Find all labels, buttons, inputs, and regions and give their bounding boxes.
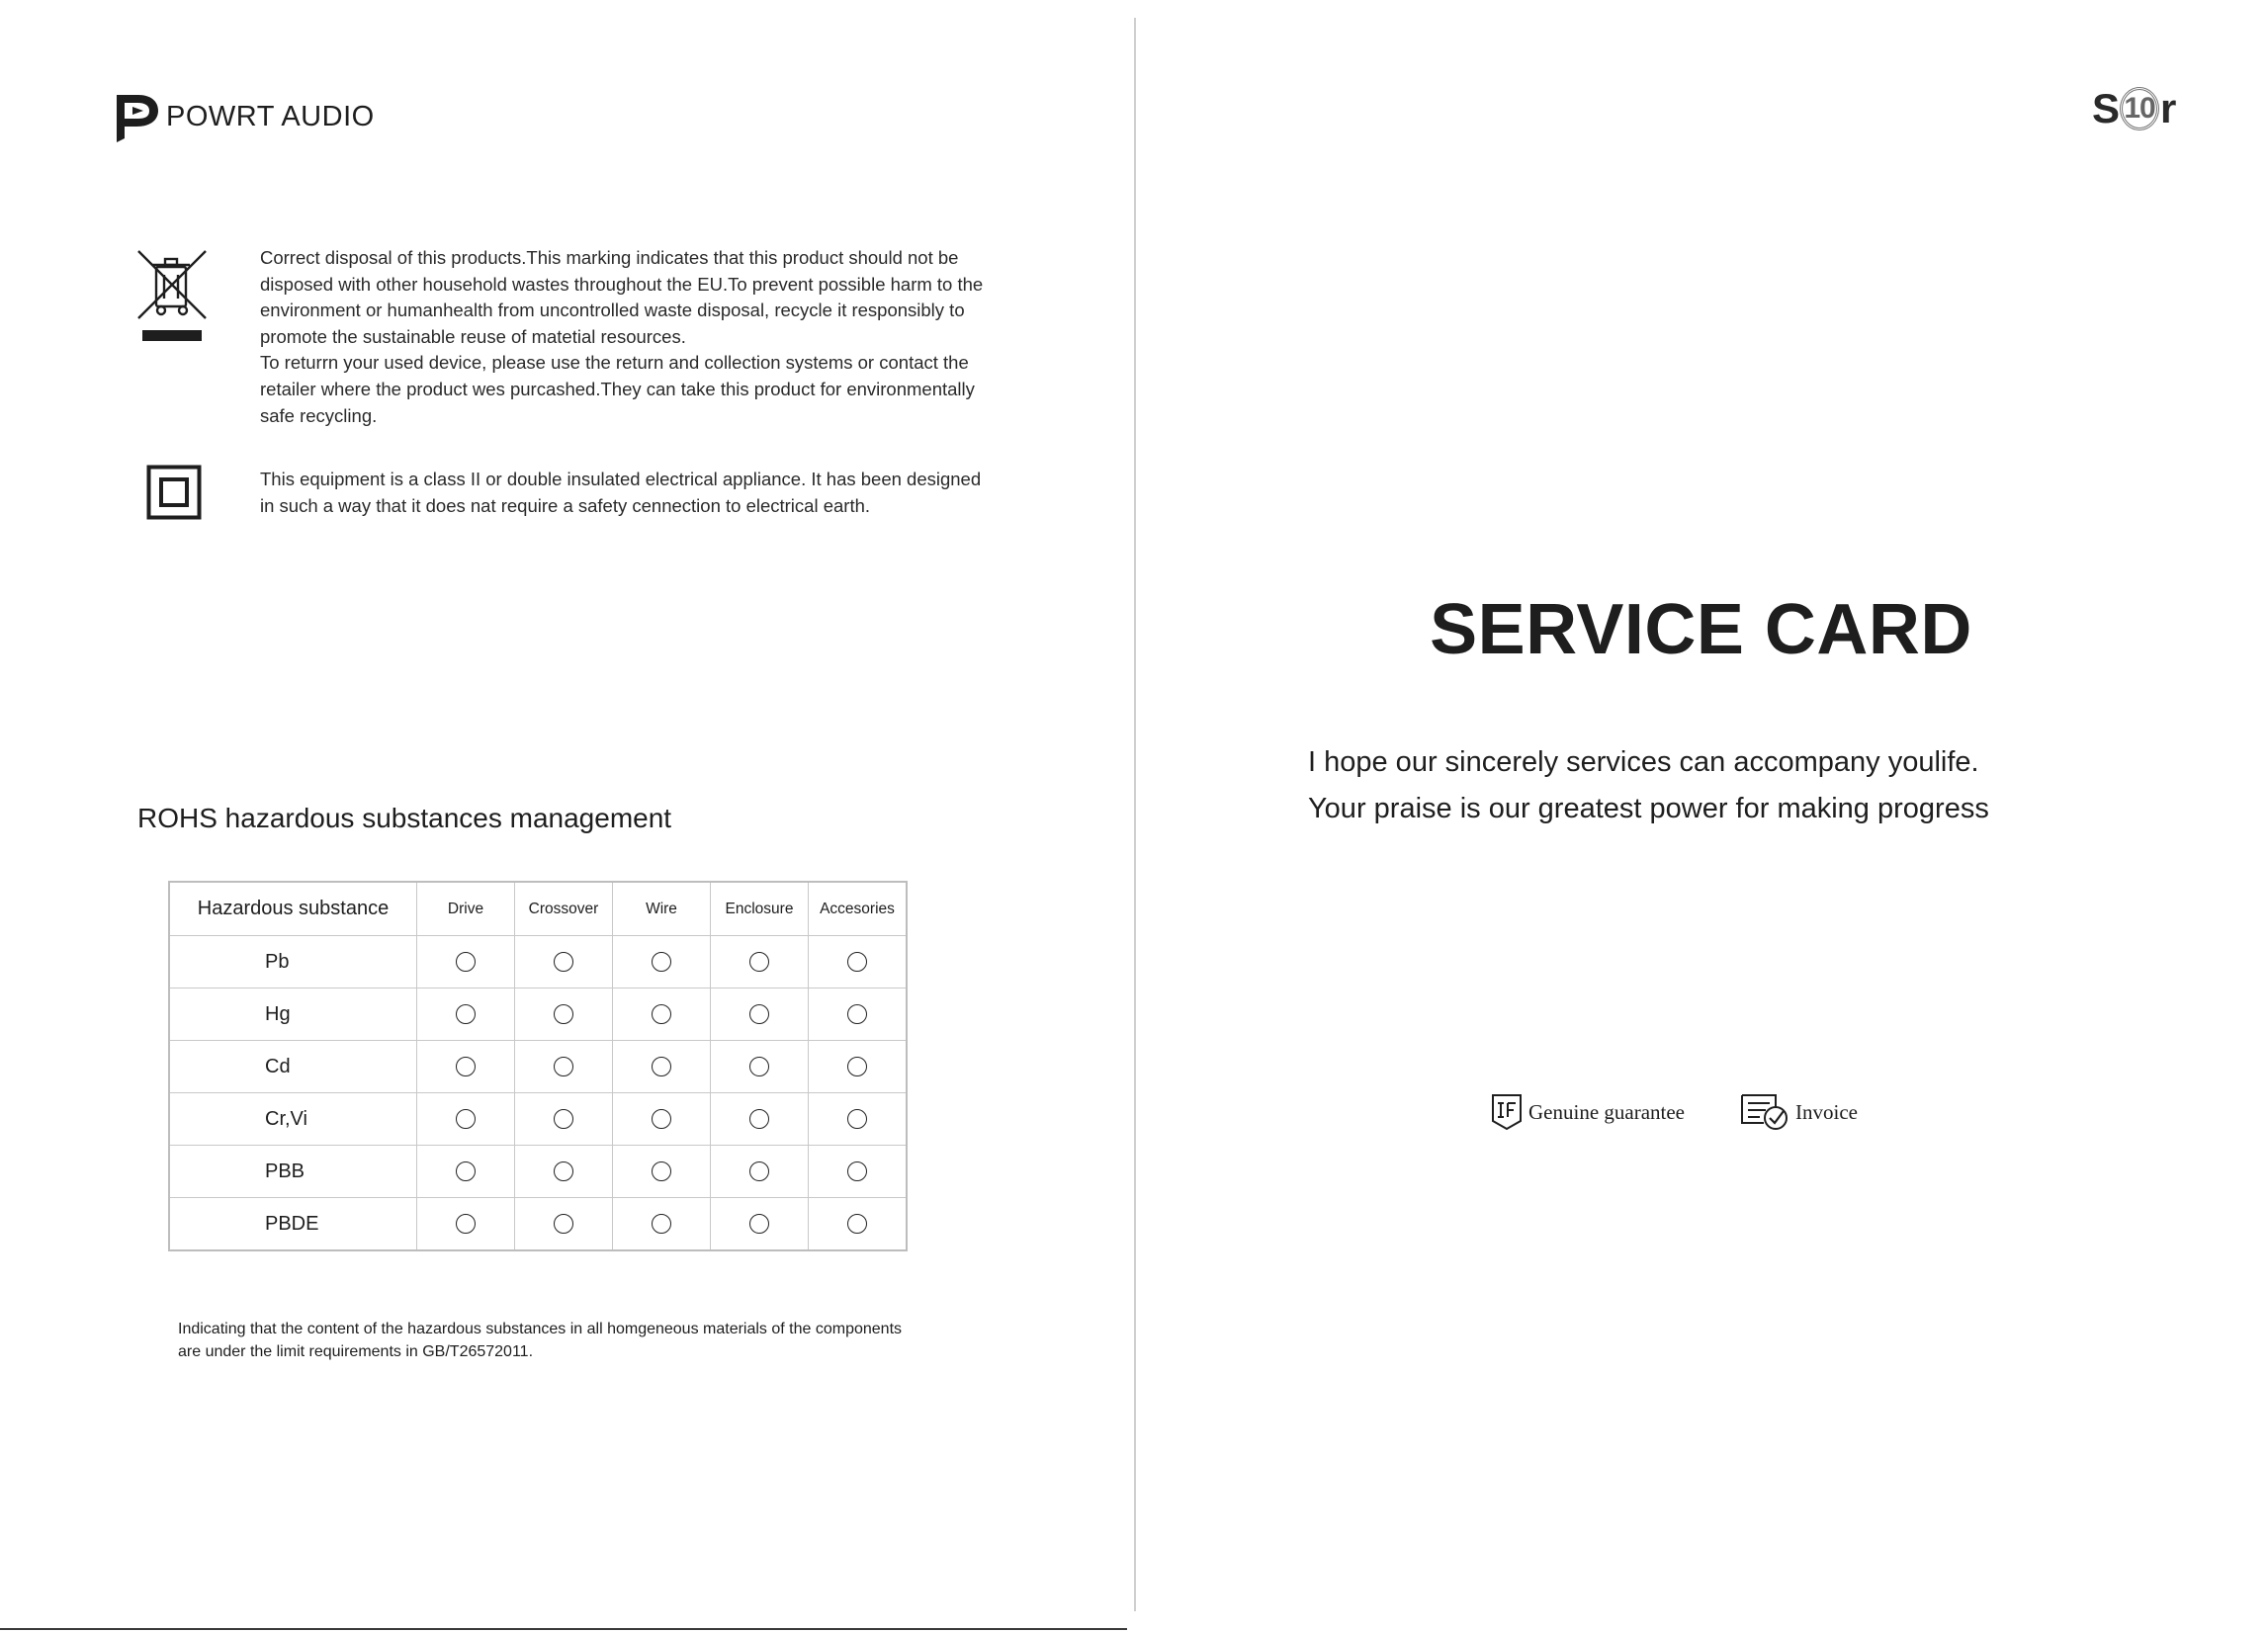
notice-line: retailer where the product wes purcashed.They can take this product for environmentally: [260, 378, 975, 399]
compliant-circle-icon: [652, 1057, 671, 1076]
compliant-circle-icon: [652, 952, 671, 972]
table-row: [169, 1041, 907, 1093]
compliance-cell: [711, 988, 809, 1041]
notice-line: Correct disposal of this products.This marking indicates that this product should not be: [260, 247, 959, 268]
notice-line: safe recycling.: [260, 404, 378, 426]
compliant-circle-icon: [554, 1109, 573, 1129]
compliance-cell: [417, 1093, 515, 1146]
compliant-circle-icon: [749, 1214, 769, 1234]
note-line: Indicating that the content of the hazardous substances in all homgeneous materials of the components: [178, 1321, 903, 1337]
model-logo-ring: 10: [2120, 87, 2159, 130]
notice-line: promote the sustainable reuse of matetial resources.: [260, 325, 686, 347]
rohs-table: [168, 881, 908, 1251]
compliance-cell: [809, 1041, 908, 1093]
compliance-cell: [711, 1093, 809, 1146]
compliant-circle-icon: [749, 1057, 769, 1076]
compliant-circle-icon: [554, 952, 573, 972]
compliant-circle-icon: [652, 1161, 671, 1181]
column-header: Enclosure: [711, 882, 809, 936]
compliant-circle-icon: [456, 952, 476, 972]
column-header: Drive: [417, 882, 515, 936]
service-card-title: SERVICE CARD: [1430, 590, 1972, 669]
compliance-cell: [809, 988, 908, 1041]
substance-name: Cr,Vi: [169, 1093, 417, 1146]
powrt-p-logo-icon: [113, 93, 162, 144]
compliant-circle-icon: [456, 1109, 476, 1129]
compliant-circle-icon: [847, 952, 867, 972]
compliance-cell: [711, 1146, 809, 1198]
compliance-cell: [711, 1198, 809, 1251]
compliant-circle-icon: [847, 1161, 867, 1181]
compliance-cell: [613, 1146, 711, 1198]
subtitle-line: Your praise is our greatest power for making progress: [1308, 793, 1989, 824]
compliance-cell: [515, 1198, 613, 1251]
compliance-cell: [417, 936, 515, 988]
compliant-circle-icon: [456, 1004, 476, 1024]
column-header: Accesories: [809, 882, 908, 936]
compliant-circle-icon: [652, 1109, 671, 1129]
compliant-circle-icon: [456, 1057, 476, 1076]
invoice-check-icon: [1740, 1093, 1789, 1131]
page-divider: [1134, 18, 1136, 1611]
note-line: are under the limit requirements in GB/T26572011.: [178, 1342, 534, 1360]
table-row: [169, 1093, 907, 1146]
compliant-circle-icon: [456, 1161, 476, 1181]
compliance-cell: [613, 1041, 711, 1093]
compliance-cell: [711, 936, 809, 988]
compliance-cell: [809, 1093, 908, 1146]
notice-line: in such a way that it does nat require a safety cennection to electrical earth.: [260, 494, 871, 516]
column-header: Crossover: [515, 882, 613, 936]
compliance-cell: [809, 936, 908, 988]
compliant-circle-icon: [554, 1057, 573, 1076]
compliant-circle-icon: [456, 1214, 476, 1234]
model-logo-suffix: r: [2160, 85, 2176, 131]
compliance-cell: [515, 936, 613, 988]
compliant-circle-icon: [652, 1004, 671, 1024]
table-header-row: [169, 882, 907, 936]
table-row: [169, 936, 907, 988]
compliant-circle-icon: [554, 1004, 573, 1024]
compliance-cell: [417, 1146, 515, 1198]
substance-name: Cd: [169, 1041, 417, 1093]
column-header: Wire: [613, 882, 711, 936]
compliance-cell: [809, 1198, 908, 1251]
double-square-class-ii-icon: [146, 465, 202, 520]
compliance-cell: [809, 1146, 908, 1198]
notice-line: This equipment is a class II or double insulated electrical appliance. It has been designed: [260, 469, 982, 489]
compliance-cell: [417, 988, 515, 1041]
column-header: Hazardous substance: [169, 882, 417, 936]
compliance-cell: [613, 988, 711, 1041]
model-logo: [2092, 85, 2175, 132]
compliant-circle-icon: [749, 1004, 769, 1024]
compliance-cell: [515, 988, 613, 1041]
compliant-circle-icon: [847, 1004, 867, 1024]
badge-label: Invoice: [1795, 1099, 1858, 1124]
notice-line: environment or humanhealth from uncontrolled waste disposal, recycle it responsibly to: [260, 300, 965, 321]
compliant-circle-icon: [749, 952, 769, 972]
model-logo-prefix: S: [2092, 85, 2120, 131]
substance-name: PBB: [169, 1146, 417, 1198]
page-bottom-edge: [0, 1628, 1127, 1630]
compliant-circle-icon: [847, 1109, 867, 1129]
substance-name: Hg: [169, 988, 417, 1041]
table-row: [169, 1198, 907, 1251]
invoice-badge: [1740, 1092, 1858, 1132]
table-row: [169, 1146, 907, 1198]
compliance-cell: [417, 1041, 515, 1093]
compliant-circle-icon: [554, 1214, 573, 1234]
subtitle-line: I hope our sincerely services can accompany youlife.: [1308, 746, 1979, 778]
shield-certificate-icon: [1491, 1093, 1523, 1131]
compliance-cell: [613, 936, 711, 988]
rohs-note: [178, 1319, 1028, 1363]
compliant-circle-icon: [847, 1057, 867, 1076]
rohs-table-body: [169, 936, 907, 1251]
compliant-circle-icon: [847, 1214, 867, 1234]
compliance-cell: [613, 1198, 711, 1251]
rohs-title: ROHS hazardous substances management: [137, 803, 672, 833]
substance-name: PBDE: [169, 1198, 417, 1251]
class-ii-notice: [260, 467, 1041, 519]
compliance-cell: [711, 1041, 809, 1093]
badge-label: Genuine guarantee: [1528, 1099, 1686, 1124]
compliance-cell: [613, 1093, 711, 1146]
service-card-subtitle: [1308, 739, 1989, 832]
compliant-circle-icon: [749, 1161, 769, 1181]
compliant-circle-icon: [749, 1109, 769, 1129]
weee-disposal-notice: [260, 245, 1041, 429]
compliance-cell: [417, 1198, 515, 1251]
compliant-circle-icon: [652, 1214, 671, 1234]
table-row: [169, 988, 907, 1041]
genuine-guarantee-badge: [1491, 1092, 1685, 1132]
crossed-out-wheelie-bin-icon: [134, 247, 210, 346]
brand-name: POWRT AUDIO: [166, 101, 375, 132]
compliance-cell: [515, 1093, 613, 1146]
substance-name: Pb: [169, 936, 417, 988]
compliant-circle-icon: [554, 1161, 573, 1181]
compliance-cell: [515, 1041, 613, 1093]
notice-line: To returrn your used device, please use the return and collection systems or contact the: [260, 352, 969, 374]
compliance-cell: [515, 1146, 613, 1198]
notice-line: disposed with other household wastes throughout the EU.To prevent possible harm to the: [260, 273, 984, 295]
